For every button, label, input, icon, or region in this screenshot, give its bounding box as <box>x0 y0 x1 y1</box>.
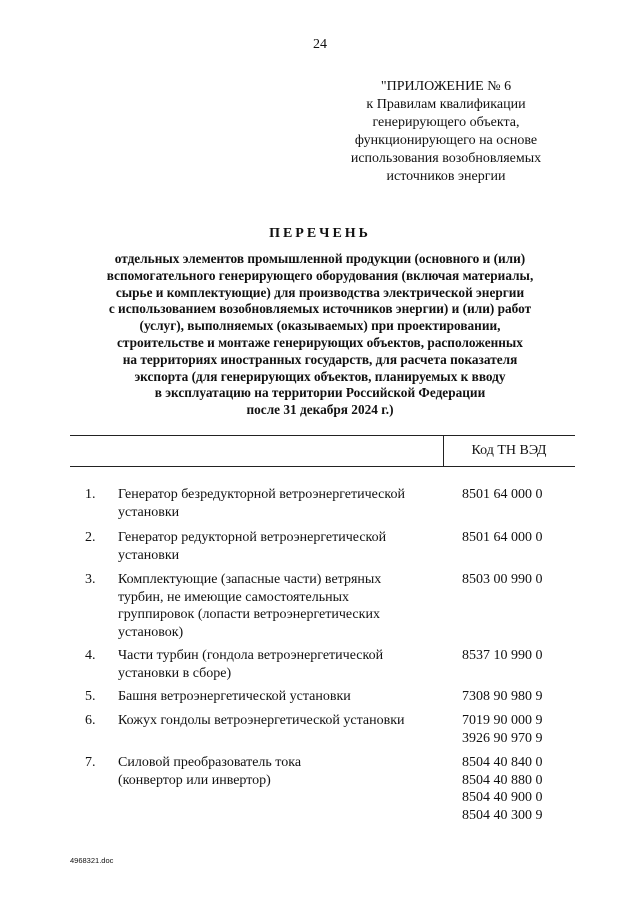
row-code: 8504 40 880 0 <box>462 772 543 788</box>
row-name-line: Башня ветроэнергетической установки <box>118 689 351 704</box>
table-body <box>0 486 640 824</box>
appendix-line: "ПРИЛОЖЕНИЕ № 6 <box>380 79 512 94</box>
subtitle-line: (услуг), выполняемых (оказываемых) при проектировании, <box>139 318 501 334</box>
row-name-line: установки в сборе) <box>118 665 232 681</box>
table-row <box>0 712 640 754</box>
row-code: 7019 90 000 9 <box>462 713 543 728</box>
table-row <box>0 754 640 824</box>
table-row <box>0 529 640 571</box>
subtitle-line: экспорта (для генерирующих объектов, планируемых к вводу <box>134 368 506 384</box>
appendix-line: использования возобновляемых <box>350 151 542 166</box>
row-name-line: группировок (лопасти ветроэнергетических <box>118 607 380 622</box>
row-codes <box>462 486 543 504</box>
code-column-header: Код ТН ВЭД <box>471 443 547 458</box>
row-number: 1. <box>85 487 96 502</box>
row-code: 8504 40 300 9 <box>462 807 543 823</box>
row-name-line: Силовой преобразователь тока <box>118 755 302 770</box>
row-name <box>118 486 438 521</box>
row-codes <box>462 571 543 589</box>
document-subtitle <box>0 251 640 419</box>
row-codes <box>462 754 543 824</box>
row-code: 7308 90 980 9 <box>462 689 543 704</box>
appendix-line: к Правилам квалификации <box>366 97 526 112</box>
subtitle-line: вспомогательного генерирующего оборудования (включая материалы, <box>106 267 534 283</box>
row-number: 7. <box>85 755 96 770</box>
table-row <box>0 688 640 712</box>
row-codes <box>462 529 543 547</box>
row-name-line: установки <box>118 547 180 563</box>
subtitle-line: сырье и комплектующие) для производства электрической энергии <box>115 284 525 300</box>
row-codes <box>462 712 543 747</box>
row-name <box>118 529 438 564</box>
appendix-line: генерирующего объекта, <box>372 115 520 130</box>
row-name-line: Части турбин (гондола ветроэнергетической <box>118 648 384 663</box>
page-number: 24 <box>313 37 327 52</box>
row-name <box>118 754 438 789</box>
row-name-line: установок) <box>118 624 184 640</box>
subtitle-line: отдельных элементов промышленной продукции (основного и (или) <box>114 251 526 266</box>
row-number: 3. <box>85 572 96 587</box>
row-code: 8501 64 000 0 <box>462 487 543 502</box>
subtitle-line: после 31 декабря 2024 г.) <box>246 402 394 418</box>
row-codes <box>462 647 543 665</box>
row-name-line: (конвертор или инвертор) <box>118 772 271 788</box>
row-number: 2. <box>85 530 96 545</box>
appendix-line: источников энергии <box>386 169 506 184</box>
row-name-line: турбин, не имеющие самостоятельных <box>118 589 349 605</box>
subtitle-line: с использованием возобновляемых источников энергии) и (или) работ <box>108 301 532 317</box>
row-number: 5. <box>85 689 96 704</box>
row-name-line: установки <box>118 504 180 520</box>
row-code: 8501 64 000 0 <box>462 530 543 545</box>
row-code: 3926 90 970 9 <box>462 730 543 746</box>
appendix-line: функционирующего на основе <box>354 133 538 148</box>
row-name-line: Генератор редукторной ветроэнергетической <box>118 530 387 545</box>
row-code: 8537 10 990 0 <box>462 648 543 663</box>
row-name-line: Генератор безредукторной ветроэнергетической <box>118 487 405 502</box>
row-code: 8504 40 840 0 <box>462 755 543 770</box>
row-name <box>118 712 438 730</box>
row-code: 8503 00 990 0 <box>462 572 543 587</box>
document-file-reference: 4968321.doc <box>70 856 114 865</box>
table-row <box>0 486 640 529</box>
row-code: 8504 40 900 0 <box>462 790 543 805</box>
row-name-line: Кожух гондолы ветроэнергетической установки <box>118 713 405 728</box>
row-name <box>118 571 438 641</box>
appendix-header <box>330 78 562 186</box>
subtitle-line: на территориях иностранных государств, для расчета показателя <box>122 351 518 367</box>
table-header-rule <box>70 466 575 467</box>
row-number: 4. <box>85 648 96 663</box>
document-title: ПЕРЕЧЕНЬ <box>269 226 371 241</box>
subtitle-line: в эксплуатацию на территории Российской Федерации <box>154 385 486 401</box>
row-name <box>118 688 438 706</box>
row-number: 6. <box>85 713 96 728</box>
subtitle-line: строительстве и монтаже генерирующих объектов, расположенных <box>117 334 523 350</box>
row-codes <box>462 688 543 706</box>
row-name <box>118 647 438 682</box>
row-name-line: Комплектующие (запасные части) ветряных <box>118 572 382 587</box>
table-top-rule <box>70 435 575 436</box>
table-row <box>0 647 640 688</box>
table-row <box>0 571 640 647</box>
